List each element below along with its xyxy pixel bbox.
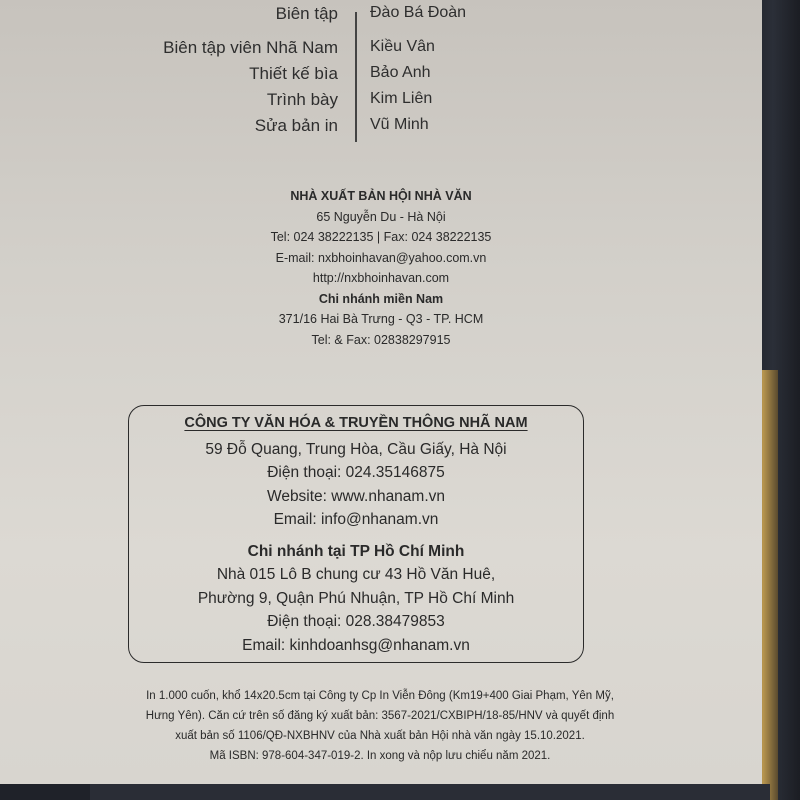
company-branch-address-1: Nhà 015 Lô B chung cư 43 Hồ Văn Huê, — [216, 566, 496, 583]
imprint-line: xuất bản số 1106/QĐ-NXBHNV của Nhà xuất bản Hội nhà văn ngày 15.10.2021. — [175, 730, 585, 742]
credit-row — [0, 64, 762, 90]
publisher-address: 65 Nguyễn Du - Hà Nội — [316, 209, 446, 224]
company-name: CÔNG TY VĂN HÓA & TRUYỀN THÔNG NHÃ NAM — [184, 415, 528, 431]
company-website: Website: www.nhanam.vn — [266, 487, 446, 505]
credit-name: Bảo Anh — [370, 64, 431, 81]
publisher-website: http://nxbhoinhavan.com — [312, 271, 450, 285]
publisher-email: E-mail: nxbhoinhavan@yahoo.com.vn — [275, 250, 487, 265]
imprint-line: Mã ISBN: 978-604-347-019-2. In xong và nộp lưu chiểu năm 2021. — [209, 750, 551, 762]
imprint-line: In 1.000 cuốn, khổ 14x20.5cm tại Công ty Cp In Viễn Đông (Km19+400 Giai Phạm, Yên Mỹ, — [146, 690, 614, 702]
company-branch-address-2: Phường 9, Quận Phú Nhuận, TP Hồ Chí Minh — [197, 589, 515, 607]
company-phone: Điện thoại: 024.35146875 — [267, 464, 445, 481]
credit-row — [0, 4, 762, 30]
company-info-box — [128, 405, 584, 663]
credit-role: Biên tập viên Nhã Nam — [163, 38, 338, 57]
credit-role: Trình bày — [266, 90, 338, 109]
credit-role: Thiết kế bìa — [249, 64, 338, 83]
credit-row — [0, 90, 762, 116]
company-branch-phone: Điện thoại: 028.38479853 — [267, 613, 445, 630]
publisher-branch-title: Chi nhánh miền Nam — [318, 291, 444, 306]
company-email: Email: info@nhanam.vn — [273, 511, 439, 528]
imprint-block — [60, 686, 700, 766]
company-branch-email: Email: kinhdoanhsg@nhanam.vn — [242, 636, 470, 654]
publisher-info — [0, 186, 762, 350]
company-address: 59 Đỗ Quang, Trung Hòa, Cầu Giấy, Hà Nội — [205, 440, 507, 458]
credits-divider — [355, 12, 357, 142]
credit-role: Sửa bản in — [254, 116, 338, 135]
credit-row — [0, 38, 762, 64]
credit-role: Biên tập — [275, 4, 338, 23]
credit-name: Vũ Minh — [370, 116, 429, 133]
credit-name: Đào Bá Đoàn — [370, 4, 467, 21]
credit-name: Kiều Vân — [370, 38, 435, 55]
publisher-branch-address: 371/16 Hai Bà Trưng - Q3 - TP. HCM — [278, 312, 484, 326]
publisher-name: NHÀ XUẤT BẢN HỘI NHÀ VĂN — [290, 189, 472, 203]
credit-name: Kim Liên — [370, 90, 433, 107]
company-branch-title: Chi nhánh tại TP Hồ Chí Minh — [247, 542, 465, 560]
imprint-line: Hưng Yên). Căn cứ trên số đăng ký xuất bản: 3567-2021/CXBIPH/18-85/HNV và quyết định — [145, 710, 615, 722]
credit-row — [0, 116, 762, 142]
publisher-tel-fax: Tel: 024 38222135 | Fax: 024 38222135 — [270, 230, 492, 244]
background-bottom — [90, 784, 770, 800]
publisher-branch-tel: Tel: & Fax: 02838297915 — [311, 332, 451, 347]
